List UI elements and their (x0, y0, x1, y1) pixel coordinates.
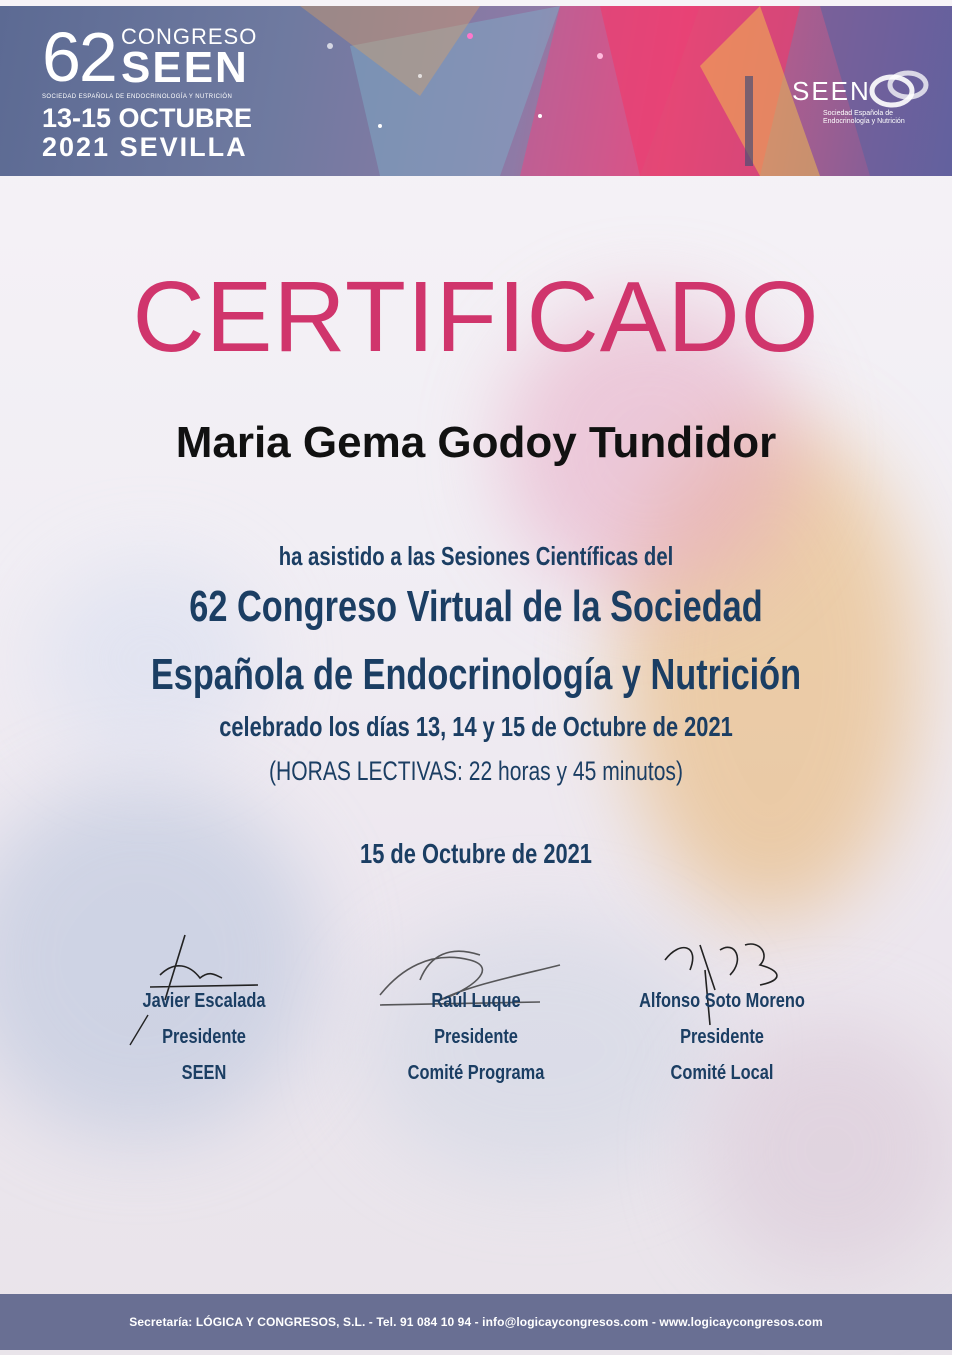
signatory-org: Comité Programa (407, 1062, 545, 1084)
congress-dates-line: celebrado los días 13, 14 y 15 de Octubre de 2021 (219, 711, 733, 742)
signatory-org: Comité Local (670, 1062, 774, 1084)
recipient-name: Maria Gema Godoy Tundidor (175, 418, 777, 467)
congress-name-line-1: 62 Congreso Virtual de la Sociedad (189, 582, 763, 631)
seen-logo-icon (866, 61, 932, 117)
banner-society-line: SOCIEDAD ESPAÑOLA DE ENDOCRINOLOGÍA Y NUTRICIÓN (42, 94, 233, 100)
signatory-name: Raúl Luque (431, 990, 521, 1012)
signature-block-3 (607, 983, 837, 1091)
footer-secretariat: Secretaría: LÓGICA Y CONGRESOS, S.L. - Tel. 91 084 10 94 - info@logicaycongresos.com - www.logicaycongresos.com (0, 1294, 952, 1350)
seen-logo-name: SEEN (792, 76, 871, 106)
teaching-hours: (HORAS LECTIVAS: 22 horas y 45 minutos) (269, 756, 683, 786)
header-banner (0, 6, 952, 176)
signatory-name: Alfonso Soto Moreno (639, 990, 805, 1012)
congress-name-line-2: Española de Endocrinología y Nutrición (150, 650, 802, 699)
banner-dates: 13-15 OCTUBRE (42, 103, 253, 133)
issue-date: 15 de Octubre de 2021 (360, 838, 592, 869)
signatory-role: Presidente (680, 1026, 764, 1048)
signature-block-2 (356, 983, 596, 1091)
signatory-org: SEEN (181, 1062, 227, 1084)
seen-logo-text: Sociedad Española de Endocrinología y Nutrición (823, 110, 905, 125)
attendance-line: ha asistido a las Sesiones Científicas del (278, 541, 674, 571)
page-edge (952, 0, 957, 1355)
banner-edition-number: 62 (42, 18, 116, 96)
banner-year-city: 2021 SEVILLA (42, 132, 248, 162)
signatory-role: Presidente (434, 1026, 518, 1048)
signatory-role: Presidente (162, 1026, 246, 1048)
banner-congreso: CONGRESO (121, 24, 258, 49)
banner-seen: SEEN (121, 43, 249, 92)
signature-block-1 (104, 983, 304, 1091)
certificate-title: CERTIFICADO (132, 261, 820, 373)
signatory-name: Javier Escalada (142, 990, 266, 1012)
